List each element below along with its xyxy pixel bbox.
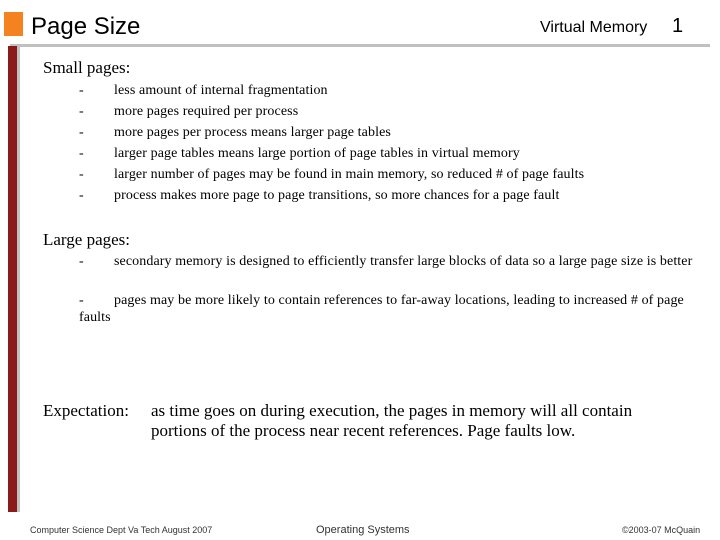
large-pages-item <box>79 292 699 326</box>
title-accent-square <box>4 12 23 36</box>
page-number: 1 <box>672 15 684 37</box>
expectation-label: Expectation: <box>43 401 129 420</box>
footer-center: Operating Systems <box>316 524 410 536</box>
bullet-text: larger page tables means large portion of page tables in virtual memory <box>114 146 520 161</box>
bullet-text: more pages required per process <box>114 104 299 119</box>
expectation-text: as time goes on during execution, the pages in memory will all contain portions of the process near recent references. Page faults low. <box>151 401 633 440</box>
bullet-dash: - <box>79 104 84 119</box>
bullet-dash: - <box>79 293 84 308</box>
bullet-text: less amount of internal fragmentation <box>114 83 328 98</box>
header-divider <box>10 44 710 47</box>
large-pages-heading: Large pages: <box>43 230 131 249</box>
paragraph-text: pages may be more likely to contain references to far-away locations, leading to increased # of page faults <box>79 293 684 325</box>
sidebar-bar <box>8 46 17 512</box>
large-pages-item <box>79 253 699 270</box>
footer-left: Computer Science Dept Va Tech August 2007 <box>30 525 213 535</box>
bullet-dash: - <box>79 83 84 98</box>
bullet-dash: - <box>79 125 84 140</box>
bullet-text: larger number of pages may be found in main memory, so reduced # of page faults <box>114 167 585 182</box>
header-context: Virtual Memory <box>540 19 648 36</box>
bullet-text: process makes more page to page transitions, so more chances for a page fault <box>114 188 560 203</box>
bullet-dash: - <box>79 146 84 161</box>
page-title: Page Size <box>31 13 141 40</box>
bullet-dash: - <box>79 188 84 203</box>
bullet-text: more pages per process means larger page tables <box>114 125 391 140</box>
bullet-dash: - <box>79 254 84 269</box>
small-pages-heading: Small pages: <box>43 58 131 77</box>
footer-right: ©2003-07 McQuain <box>622 525 701 535</box>
bullet-dash: - <box>79 167 84 182</box>
sidebar-edge <box>17 46 20 512</box>
paragraph-text: secondary memory is designed to efficiently transfer large blocks of data so a large page size is better <box>114 254 693 269</box>
